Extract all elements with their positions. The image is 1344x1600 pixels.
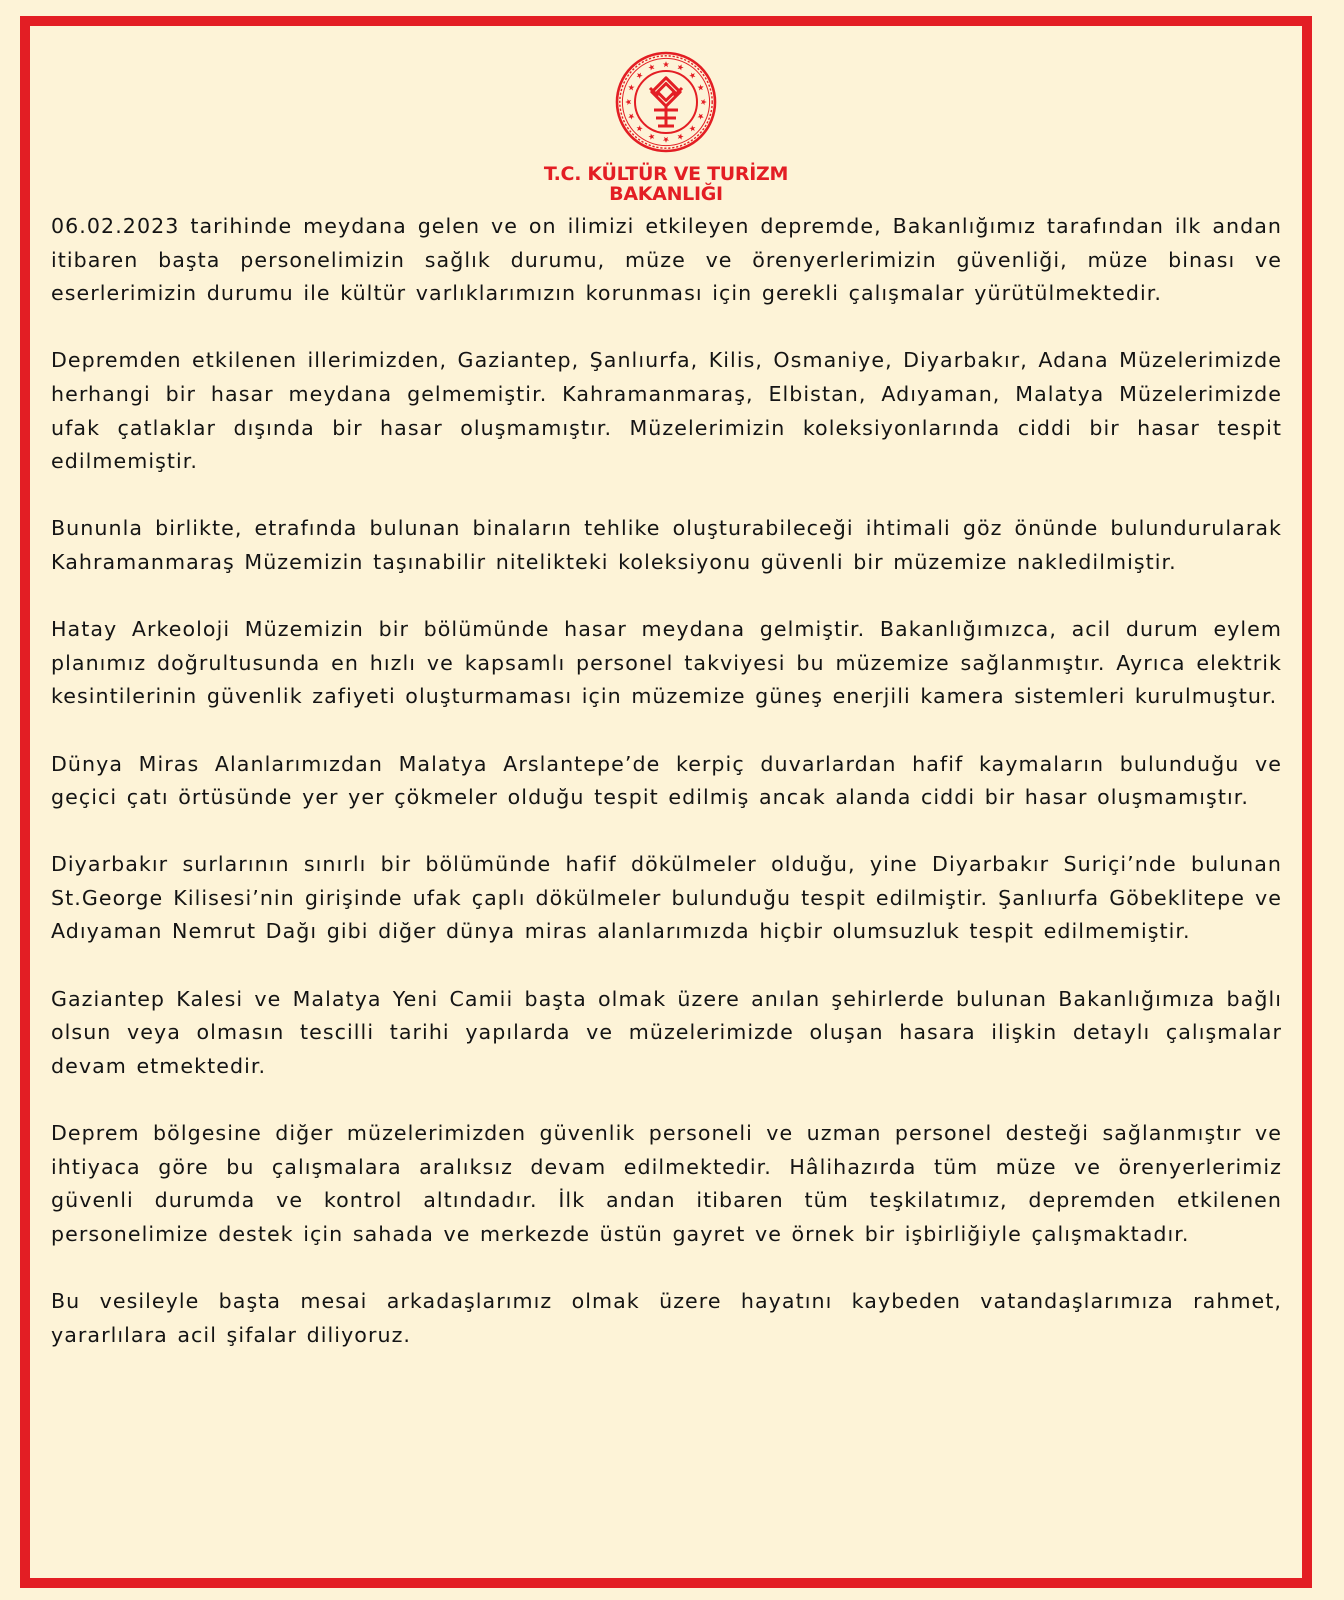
ministry-name-line2: BAKANLIĞI [609,183,723,205]
paragraph-2: Depremden etkilenen illerimizden, Gaziantep, Şanlıurfa, Kilis, Osmaniye, Diyarbakır, Adana Müzelerimizde herhangi bir hasar meydana gelmemiştir. Kahramanmaraş, Elbistan, Adıyaman, Malatya Müzelerimizde ufak çatlaklar dışında bir hasar oluşmamıştır. Müzelerimizin koleksiyonlarında ciddi bir hasar tespit edilmemiştir. [51,348,1282,474]
paragraph-5: Dünya Miras Alanlarımızdan Malatya Arslantepe’de kerpiç duvarlardan hafif kaymaların bulunduğu ve geçici çatı örtüsünde yer yer çökmeler olduğu tespit edilmiş ancak alanda ciddi bir hasar oluşmamıştır. [51,751,1282,810]
ministry-emblem-icon [614,50,718,154]
ministry-name [30,164,1302,204]
paragraph-6: Diyarbakır surlarının sınırlı bir bölümünde hafif dökülmeler olduğu, yine Diyarbakır Suriçi’nde bulunan St.George Kilisesi’nin girişinde ufak çaplı dökülmeler bulunduğu tespit edilmiştir. Şanlıurfa Göbeklitepe ve Adıyaman Nemrut Dağı gibi diğer dünya miras alanlarımızda hiçbir olumsuzluk tespit edilmemiştir. [51,852,1282,944]
paragraph-3: Bununla birlikte, etrafında bulunan binaların tehlike oluşturabileceği ihtimali göz önünde bulundurularak Kahramanmaraş Müzemizin taşınabilir nitelikteki koleksiyonu güvenli bir müzemize nakledilmiştir. [51,516,1282,574]
paragraph-8: Deprem bölgesine diğer müzelerimizden güvenlik personeli ve uzman personel desteği sağlanmıştır ve ihtiyaca göre bu çalışmalara aralıksız devam edilmektedir. Hâlihazırda tüm müze ve örenyerlerimiz güvenli durumda ve kontrol altındadır. İlk andan itibaren tüm teşkilatımız, depremden etkilenen personelimize destek için sahada ve merkezde üstün gayret ve örnek bir işbirliğiyle çalışmaktadır. [51,1121,1282,1246]
announcement-body [51,210,1282,1352]
paragraph-1: 06.02.2023 tarihinde meydana gelen ve on ilimizi etkileyen depremde, Bakanlığımız tarafından ilk andan itibaren başta personelimizin sağlık durumu, müze ve örenyerlerimizin güvenliği, müze binası ve eserlerimizin durumu ile kültür varlıklarımızın korunması için gerekli çalışmalar yürütülmektedir. [51,214,1282,306]
ministry-name-line1: T.C. KÜLTÜR VE TURİZM [543,163,789,185]
ministry-header [30,50,1302,204]
document-frame [20,16,1312,1588]
paragraph-7: Gaziantep Kalesi ve Malatya Yeni Camii başta olmak üzere anılan şehirlerde bulunan Bakanlığımıza bağlı olsun veya olmasın tescilli tarihi yapılarda ve müzelerimizde oluşan hasara ilişkin detaylı çalışmalar devam etmektedir. [51,986,1282,1078]
paragraph-9: Bu vesileyle başta mesai arkadaşlarımız olmak üzere hayatını kaybeden vatandaşlarımıza rahmet, yararlılara acil şifalar diliyoruz. [51,1289,1282,1347]
paragraph-4: Hatay Arkeoloji Müzemizin bir bölümünde hasar meydana gelmiştir. Bakanlığımızca, acil durum eylem planımız doğrultusunda en hızlı ve kapsamlı personel takviyesi bu müzemize sağlanmıştır. Ayrıca elektrik kesintilerinin güvenlik zafiyeti oluşturmaması için müzemize güneş enerjili kamera sistemleri kurulmuştur. [51,617,1282,709]
